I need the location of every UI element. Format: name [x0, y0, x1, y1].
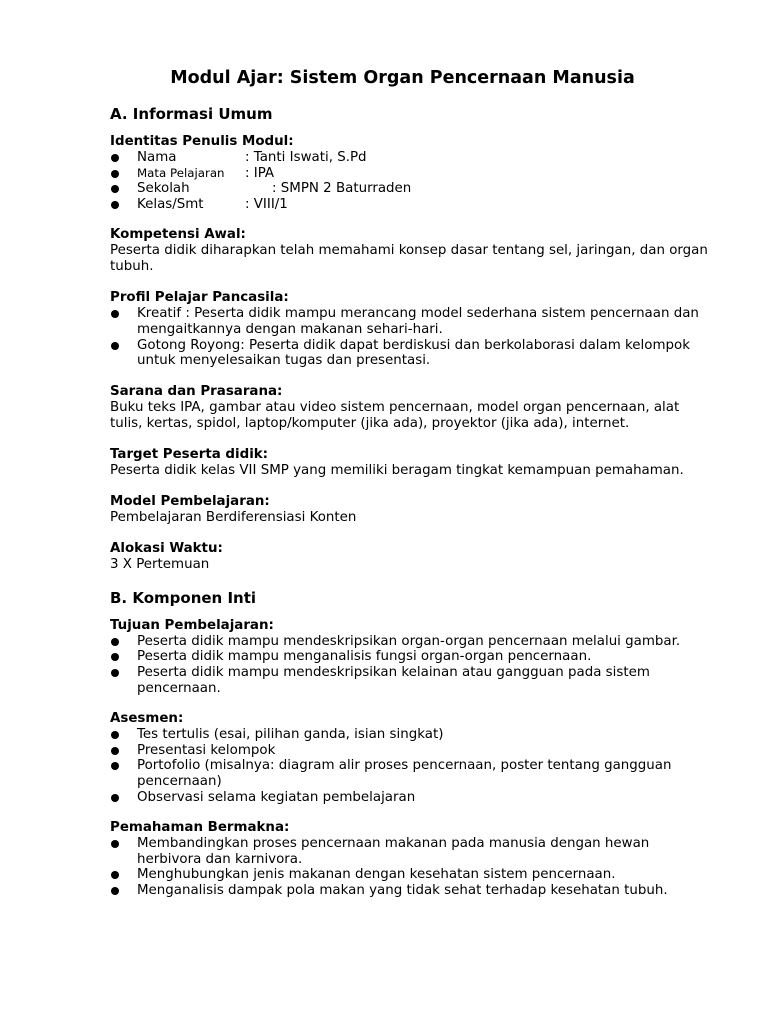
pemahaman-text: Membandingkan proses pencernaan makanan pada manusia dengan hewan herbivora dan karnivora. — [137, 836, 650, 867]
bullet-icon — [111, 638, 119, 646]
tujuan-text: Peserta didik mampu mendeskripsikan kelainan atau gangguan pada sistem pencernaan. — [137, 664, 650, 696]
asesmen-text: Tes tertulis (esai, pilihan ganda, isian singkat) — [137, 727, 444, 743]
tujuan-text: Peserta didik mampu mendeskripsikan organ-organ pencernaan melalui gambar. — [137, 633, 681, 649]
bullet-icon — [111, 201, 119, 209]
sarana-heading: Sarana dan Prasarana: — [110, 383, 283, 399]
identitas-item — [110, 181, 710, 197]
profil-list — [110, 306, 710, 368]
model-heading: Model Pembelajaran: — [110, 493, 270, 509]
bullet-icon — [111, 871, 119, 879]
section-a-heading: A. Informasi Umum — [110, 105, 273, 123]
asesmen-text: Observasi selama kegiatan pembelajaran — [137, 789, 416, 805]
profil-item — [110, 338, 710, 369]
identitas-item — [110, 150, 710, 166]
alokasi-text: 3 X Pertemuan — [110, 556, 210, 572]
bullet-icon — [111, 653, 119, 661]
bullet-icon — [111, 185, 119, 193]
identitas-heading: Identitas Penulis Modul: — [110, 134, 294, 149]
bullet-icon — [111, 840, 119, 848]
alokasi-heading: Alokasi Waktu: — [110, 540, 223, 556]
section-b-heading: B. Komponen Inti — [110, 588, 257, 607]
identitas-value: : VIII/1 — [245, 196, 288, 212]
sarana-text: Buku teks IPA, gambar atau video sistem pencernaan, model organ pencernaan, alat tulis, kertas, spidol, laptop/komputer (jika ada), proyektor (jika ada), internet. — [110, 399, 680, 431]
tujuan-text: Peserta didik mampu menganalisis fungsi organ-organ pencernaan. — [137, 649, 592, 665]
asesmen-item — [110, 727, 710, 743]
asesmen-heading: Asesmen: — [110, 711, 184, 727]
pemahaman-text: Menganalisis dampak pola makan yang tidak sehat terhadap kesehatan tubuh. — [137, 882, 668, 898]
asesmen-item — [110, 758, 710, 789]
profil-item — [110, 306, 710, 337]
identitas-value: : SMPN 2 Baturraden — [272, 181, 412, 197]
bullet-icon — [111, 170, 119, 178]
pemahaman-item — [110, 883, 710, 899]
asesmen-item — [110, 743, 710, 759]
target-text: Peserta didik kelas VII SMP yang memiliki beragam tingkat kemampuan pemahaman. — [110, 462, 684, 478]
tujuan-item — [110, 649, 710, 665]
target-heading: Target Peserta didik: — [110, 446, 269, 462]
model-text: Pembelajaran Berdiferensiasi Konten — [110, 509, 357, 525]
bullet-icon — [111, 342, 119, 350]
profil-text: Gotong Royong: Peserta didik dapat berdiskusi dan berkolaborasi dalam kelompok untuk menyelesaikan tugas dan presentasi. — [137, 337, 690, 369]
kompetensi-heading: Kompetensi Awal: — [110, 227, 246, 243]
document-title: Modul Ajar: Sistem Organ Pencernaan Manusia — [170, 68, 635, 88]
bullet-icon — [111, 794, 119, 802]
bullet-icon — [111, 887, 119, 895]
identitas-key: Kelas/Smt — [137, 196, 204, 212]
identitas-key: Mata Pelajaran — [137, 165, 225, 180]
pemahaman-heading: Pemahaman Bermakna: — [110, 820, 290, 836]
bullet-icon — [111, 747, 119, 755]
tujuan-heading: Tujuan Pembelajaran: — [110, 617, 274, 633]
document-content — [110, 103, 710, 898]
pemahaman-item — [110, 867, 710, 883]
bullet-icon — [111, 731, 119, 739]
kompetensi-text: Peserta didik diharapkan telah memahami konsep dasar tentang sel, jaringan, dan organ tubuh. — [110, 243, 708, 275]
identitas-item — [110, 197, 710, 213]
profil-heading: Profil Pelajar Pancasila: — [110, 290, 289, 306]
pemahaman-list — [110, 836, 710, 898]
bullet-icon — [111, 310, 119, 318]
asesmen-text: Presentasi kelompok — [137, 742, 276, 758]
tujuan-list — [110, 634, 710, 696]
bullet-icon — [111, 762, 119, 770]
asesmen-item — [110, 790, 710, 806]
bullet-icon — [111, 154, 119, 162]
identitas-value: : Tanti Iswati, S.Pd — [245, 150, 367, 165]
profil-text: Kreatif : Peserta didik mampu merancang model sederhana sistem pencernaan dan mengaitkannya dengan makanan sehari-hari. — [137, 306, 699, 337]
bullet-icon — [111, 669, 119, 677]
identitas-value: : IPA — [245, 165, 275, 181]
tujuan-item — [110, 634, 710, 650]
pemahaman-item — [110, 836, 710, 867]
identitas-list — [110, 150, 710, 212]
identitas-item — [110, 166, 710, 182]
tujuan-item — [110, 665, 710, 696]
asesmen-text: Portofolio (misalnya: diagram alir proses pencernaan, poster tentang gangguan pencernaan) — [137, 758, 672, 789]
pemahaman-text: Menghubungkan jenis makanan dengan kesehatan sistem pencernaan. — [137, 867, 616, 883]
asesmen-list — [110, 727, 710, 805]
identitas-key: Sekolah — [137, 181, 190, 197]
identitas-key: Nama — [137, 150, 177, 165]
